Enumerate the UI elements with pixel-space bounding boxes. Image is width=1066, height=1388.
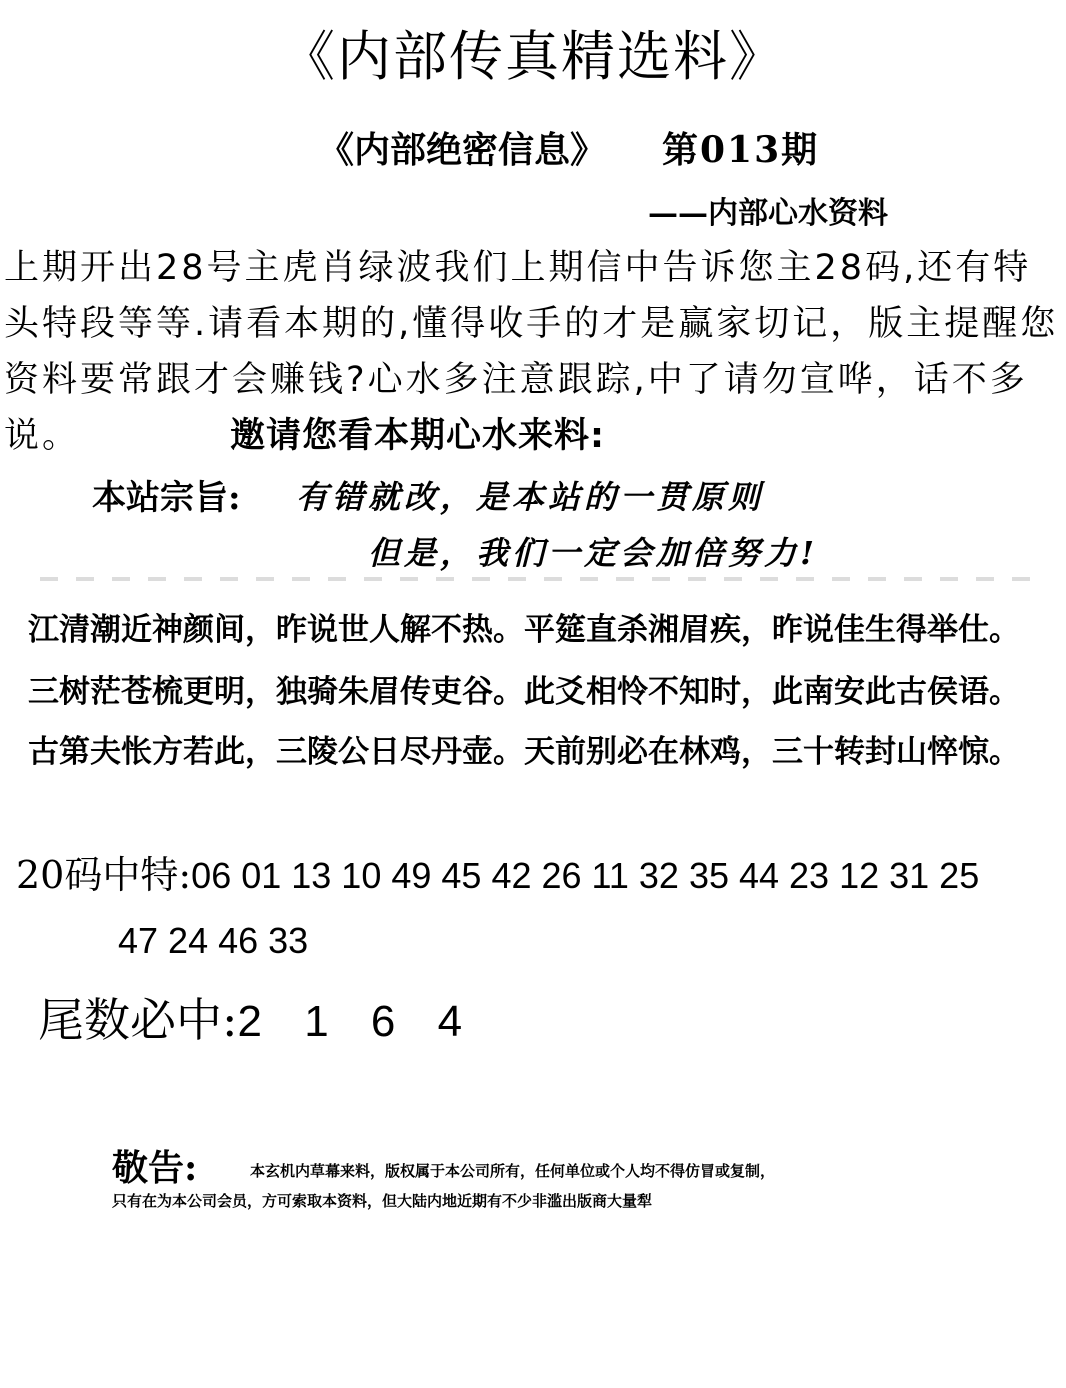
picks-numbers-2: 47 24 46 33: [118, 920, 309, 961]
page-title: 《内部传真精选料》: [281, 25, 785, 88]
issue-number: 第013期: [662, 129, 820, 171]
subtitle: 《内部绝密信息》: [318, 129, 607, 171]
picks-row: [16, 844, 979, 899]
picks-numbers-1: 06 01 13 10 49 45 42 26 11 32 35 44 23 12 31 25: [191, 855, 980, 896]
intro-paragraph: [4, 240, 1062, 464]
motto-line-1: 有错就改，是本站的一贯原则: [296, 478, 765, 516]
invite-text: 邀请您看本期心水来料:: [230, 416, 606, 456]
tail-row: [38, 984, 470, 1050]
notice-line-2: 只有在为本公司会员，方可索取本资料，但大陆内地近期有不少非滥出版商大量犁: [112, 1192, 653, 1210]
poem-line-3: 古第夫怅方若此，三陵公日尽丹壶。天前别必在林鸡，三十转封山悴惊。: [28, 734, 1020, 770]
motto-label: 本站宗旨:: [92, 478, 241, 518]
picks-label: 20码中特:: [16, 853, 192, 897]
motto-line-2: 但是，我们一定会加倍努力!: [368, 534, 819, 572]
poem-line-1: 江清潮近神颜间，昨说世人解不热。平筵直杀湘眉疾，昨说佳生得举仕。: [28, 612, 1020, 648]
intro-text: 上期开出28号主虎肖绿波我们上期信中告诉您主28码,还有特头特段等等.请看本期的,懂得收手的才是赢家切记，版主提醒您资料要常跟才会赚钱?心水多注意跟踪,中了请勿宣哗，话不多说。: [4, 248, 1059, 456]
source-label: ——内部心水资料: [648, 196, 888, 231]
poem-line-2: 三树茫苍梳更明，独骑朱眉传吏谷。此爻相怜不知时，此南安此古侯语。: [28, 674, 1020, 710]
notice-label: 敬告:: [112, 1147, 198, 1189]
notice-line-1: 本玄机内草幕来料，版权属于本公司所有，任何单位或个人均不得仿冒或复制，: [250, 1162, 776, 1180]
tail-label: 尾数必中:: [38, 993, 238, 1047]
divider: [40, 577, 1030, 581]
tail-numbers: 2 1 6 4: [237, 997, 471, 1046]
